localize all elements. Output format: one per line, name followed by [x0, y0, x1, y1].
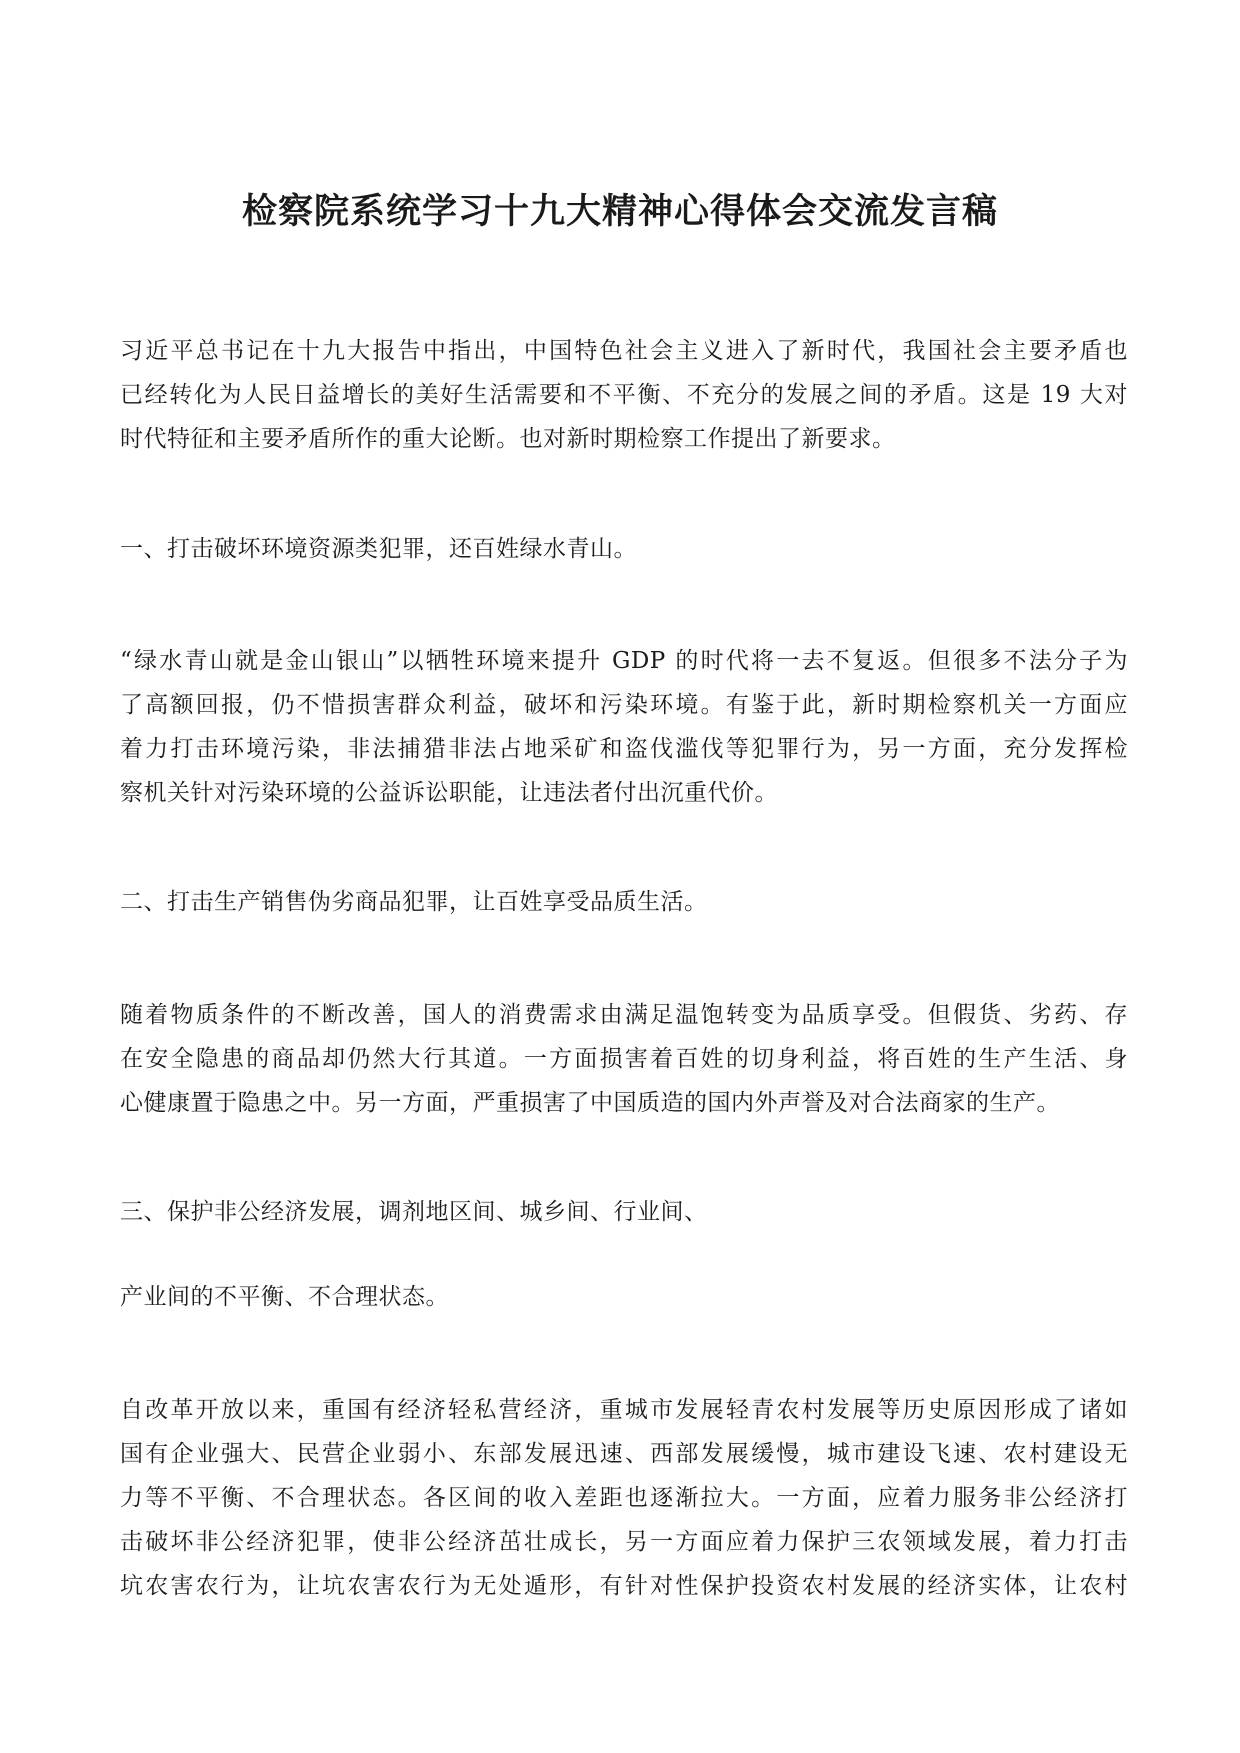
section-heading-3 — [120, 1190, 1128, 1234]
paragraph-line: 击破坏非公经济犯罪，使非公经济茁壮成长，另一方面应着力保护三农领域发展，着力打击 — [120, 1529, 1128, 1555]
section-heading-1 — [120, 527, 1128, 571]
paragraph-intro — [120, 329, 1128, 461]
paragraph-line: 着力打击环境污染，非法捕猎非法占地采矿和盗伐滥伐等犯罪行为，另一方面，充分发挥检 — [120, 736, 1128, 762]
paragraph-1 — [120, 639, 1128, 815]
section-heading-3-continued — [120, 1275, 1128, 1319]
paragraph-line: 在安全隐患的商品却仍然大行其道。一方面损害着百姓的切身利益，将百姓的生产生活、身 — [120, 1046, 1128, 1072]
paragraph-line: “绿水青山就是金山银山”以牺牲环境来提升 GDP 的时代将一去不复返。但很多不法分子为 — [120, 648, 1128, 674]
section-heading-2 — [120, 880, 1128, 924]
paragraph-line: 力等不平衡、不合理状态。各区间的收入差距也逐渐拉大。一方面，应着力服务非公经济打 — [120, 1485, 1128, 1511]
paragraph-line: 了高额回报，仍不惜损害群众利益，破坏和污染环境。有鉴于此，新时期检察机关一方面应 — [120, 692, 1128, 718]
paragraph-line: 习近平总书记在十九大报告中指出，中国特色社会主义进入了新时代，我国社会主要矛盾也 — [120, 338, 1128, 364]
heading-line: 三、保护非公经济发展，调剂地区间、城乡间、行业间、 — [120, 1199, 708, 1225]
paragraph-line: 随着物质条件的不断改善，国人的消费需求由满足温饱转变为品质享受。但假货、劣药、存 — [120, 1002, 1128, 1028]
paragraph-line: 自改革开放以来，重国有经济轻私营经济，重城市发展轻青农村发展等历史原因形成了诸如 — [120, 1397, 1128, 1423]
paragraph-line: 已经转化为人民日益增长的美好生活需要和不平衡、不充分的发展之间的矛盾。这是 19 大对 — [120, 382, 1128, 408]
heading-line: 产业间的不平衡、不合理状态。 — [120, 1284, 449, 1310]
paragraph-line: 时代特征和主要矛盾所作的重大论断。也对新时期检察工作提出了新要求。 — [120, 426, 896, 452]
heading-line: 一、打击破坏环境资源类犯罪，还百姓绿水青山。 — [120, 536, 637, 562]
paragraph-line: 国有企业强大、民营企业弱小、东部发展迅速、西部发展缓慢，城市建设飞速、农村建设无 — [120, 1441, 1128, 1467]
paragraph-line: 坑农害农行为，让坑农害农行为无处遁形，有针对性保护投资农村发展的经济实体，让农村 — [120, 1573, 1128, 1599]
paragraph-2 — [120, 993, 1128, 1125]
heading-line: 二、打击生产销售伪劣商品犯罪，让百姓享受品质生活。 — [120, 889, 708, 915]
paragraph-line: 心健康置于隐患之中。另一方面，严重损害了中国质造的国内外声誉及对合法商家的生产。 — [120, 1090, 1060, 1116]
paragraph-3 — [120, 1388, 1128, 1608]
paragraph-line: 察机关针对污染环境的公益诉讼职能，让违法者付出沉重代价。 — [120, 780, 778, 806]
document-title: 检察院系统学习十九大精神心得体会交流发言稿 — [241, 191, 998, 232]
